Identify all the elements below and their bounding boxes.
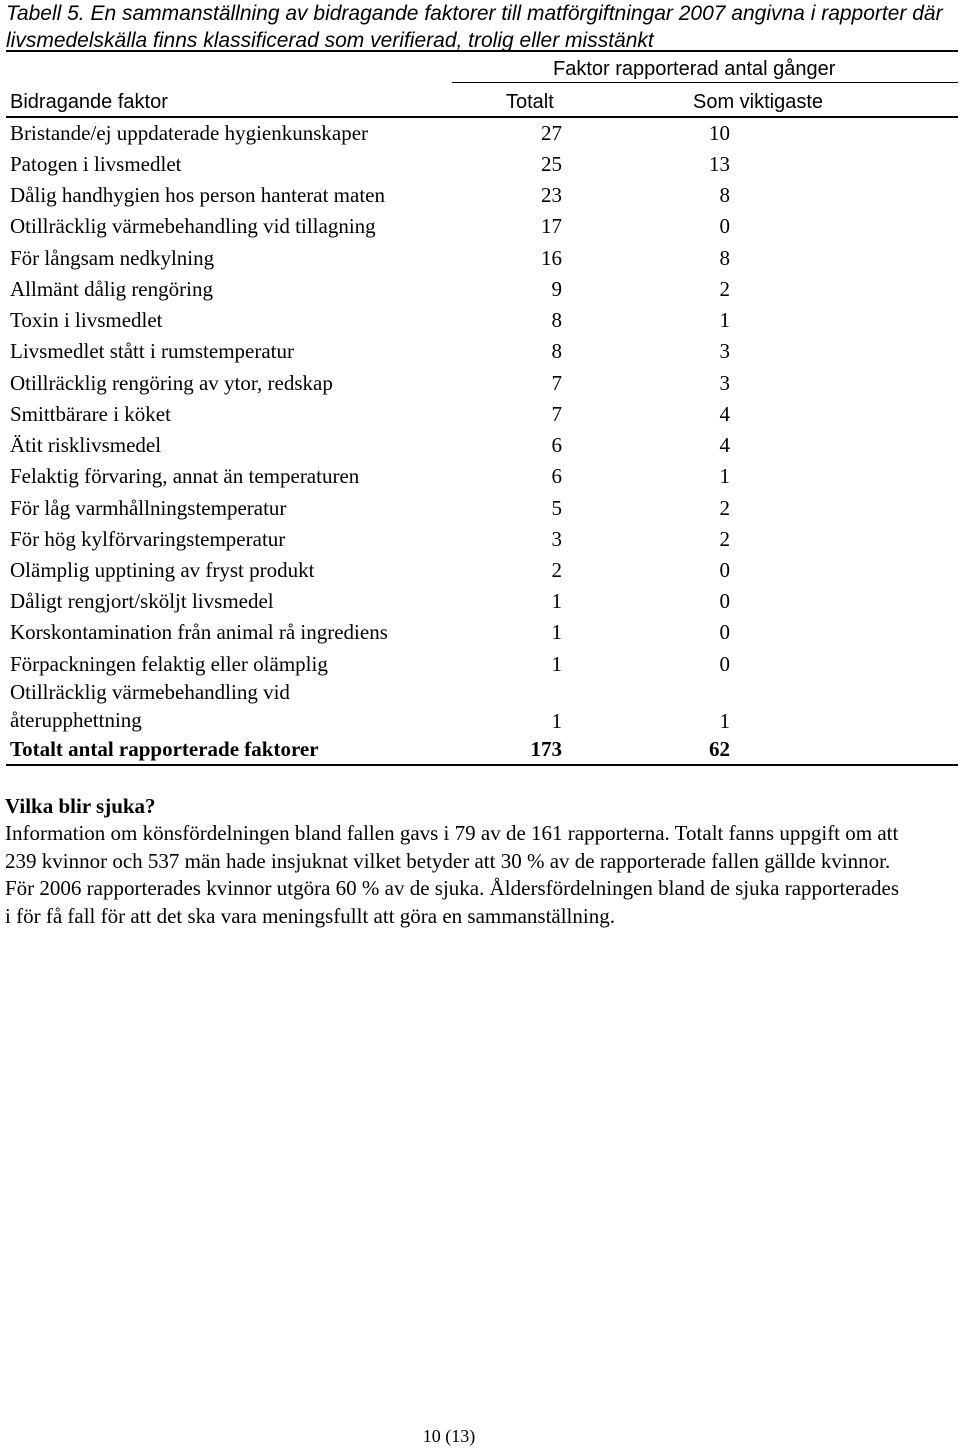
row-label: Patogen i livsmedlet (10, 152, 182, 176)
table-row (0, 678, 960, 736)
row-main: 0 (719, 620, 730, 644)
table-row (0, 617, 960, 648)
row-main: 1 (719, 709, 730, 733)
table-row (0, 118, 960, 149)
row-main: 8 (719, 183, 730, 207)
table-total-row (0, 734, 960, 765)
table-row (0, 649, 960, 680)
row-label: Bristande/ej uppdaterade hygienkunskaper (10, 121, 369, 145)
row-total: 6 (551, 433, 562, 457)
row-main: 4 (719, 433, 730, 457)
row-total: 6 (551, 464, 562, 488)
table-row (0, 336, 960, 367)
row-total: 1 (551, 589, 562, 613)
row-main: 0 (719, 558, 730, 582)
header-main: Som viktigaste (693, 91, 824, 113)
row-total: 1 (551, 620, 562, 644)
section-paragraph: Information om könsfördelningen bland fallen gavs i 79 av de 161 rapporterna. Totalt fanns uppgift om att 239 kvinnor och 537 män hade insjuknat vilket betyder att 30 % av de rapporterade fallen gällde kvinnor. För 2006 rapporterades kvinnor utgöra 60 % av de sjuka. Åldersfördelningen bland de sjuka rapporterades i för få fall för att det ska vara meningsfullt att göra en sammanställning. (5, 821, 899, 928)
row-main: 2 (719, 527, 730, 551)
row-label: Korskontamination från animal rå ingrediens (10, 620, 388, 644)
row-total: 8 (551, 339, 562, 363)
table-row (0, 211, 960, 242)
table-row (0, 493, 960, 524)
table-row (0, 586, 960, 617)
row-label: Olämplig upptining av fryst produkt (10, 558, 315, 582)
row-label: Förpackningen felaktig eller olämplig (10, 652, 328, 676)
table-row (0, 461, 960, 492)
row-main: 10 (709, 121, 730, 145)
table-top-rule (6, 50, 958, 52)
row-label: Smittbärare i köket (10, 402, 171, 426)
row-label: Ätit risklivsmedel (10, 433, 162, 457)
table-row (0, 305, 960, 336)
row-main: 8 (719, 246, 730, 270)
row-main: 0 (719, 214, 730, 238)
table-row (0, 430, 960, 461)
row-total: 1 (551, 652, 562, 676)
table-row (0, 399, 960, 430)
table-row (0, 180, 960, 211)
row-label: Otillräcklig rengöring av ytor, redskap (10, 371, 333, 395)
row-main: 1 (719, 464, 730, 488)
row-label: För låg varmhållningstemperatur (10, 496, 287, 520)
row-total: 23 (541, 183, 562, 207)
row-label: Dåligt rengjort/sköljt livsmedel (10, 589, 274, 613)
row-main: 3 (719, 339, 730, 363)
row-total: 25 (541, 152, 562, 176)
row-label: För hög kylförvaringstemperatur (10, 527, 286, 551)
row-label: Dålig handhygien hos person hanterat maten (10, 183, 385, 207)
table-row (0, 555, 960, 586)
header-group-label: Faktor rapporterad antal gånger (553, 58, 836, 80)
total-total: 173 (530, 737, 562, 761)
row-main: 0 (719, 589, 730, 613)
page-number: 10 (13) (422, 1426, 476, 1446)
row-main: 13 (709, 152, 730, 176)
row-label: Otillräcklig värmebehandling vid återupphettning (10, 680, 290, 732)
row-total: 2 (551, 558, 562, 582)
header-group-rule (452, 82, 958, 83)
row-total: 17 (541, 214, 562, 238)
row-total: 7 (551, 402, 562, 426)
row-main: 4 (719, 402, 730, 426)
row-main: 0 (719, 652, 730, 676)
total-main: 62 (709, 737, 730, 761)
table-row (0, 149, 960, 180)
row-label: Allmänt dålig rengöring (10, 277, 213, 301)
row-main: 2 (719, 277, 730, 301)
total-label: Totalt antal rapporterade faktorer (10, 737, 319, 761)
header-total: Totalt (506, 91, 554, 113)
row-total: 7 (551, 371, 562, 395)
section-heading: Vilka blir sjuka? (5, 794, 156, 818)
row-total: 1 (551, 709, 562, 733)
header-factor: Bidragande faktor (10, 91, 168, 113)
row-label: Toxin i livsmedlet (10, 308, 163, 332)
row-total: 27 (541, 121, 562, 145)
row-total: 9 (551, 277, 562, 301)
row-main: 2 (719, 496, 730, 520)
table-row (0, 274, 960, 305)
row-total: 5 (551, 496, 562, 520)
table-bottom-rule (6, 764, 958, 766)
row-total: 8 (551, 308, 562, 332)
table-row (0, 368, 960, 399)
row-total: 3 (551, 527, 562, 551)
row-total: 16 (541, 246, 562, 270)
row-label: För långsam nedkylning (10, 246, 215, 270)
row-label: Otillräcklig värmebehandling vid tillagning (10, 214, 376, 238)
table-row (0, 524, 960, 555)
row-main: 1 (719, 308, 730, 332)
row-label: Livsmedlet stått i rumstemperatur (10, 339, 295, 363)
row-label: Felaktig förvaring, annat än temperaturen (10, 464, 360, 488)
table-row (0, 243, 960, 274)
row-main: 3 (719, 371, 730, 395)
table-caption: Tabell 5. En sammanställning av bidragande faktorer till matförgiftningar 2007 angivna i rapporter där livsmedelskälla finns klassificerad som verifierad, trolig eller misstänkt (6, 2, 943, 52)
